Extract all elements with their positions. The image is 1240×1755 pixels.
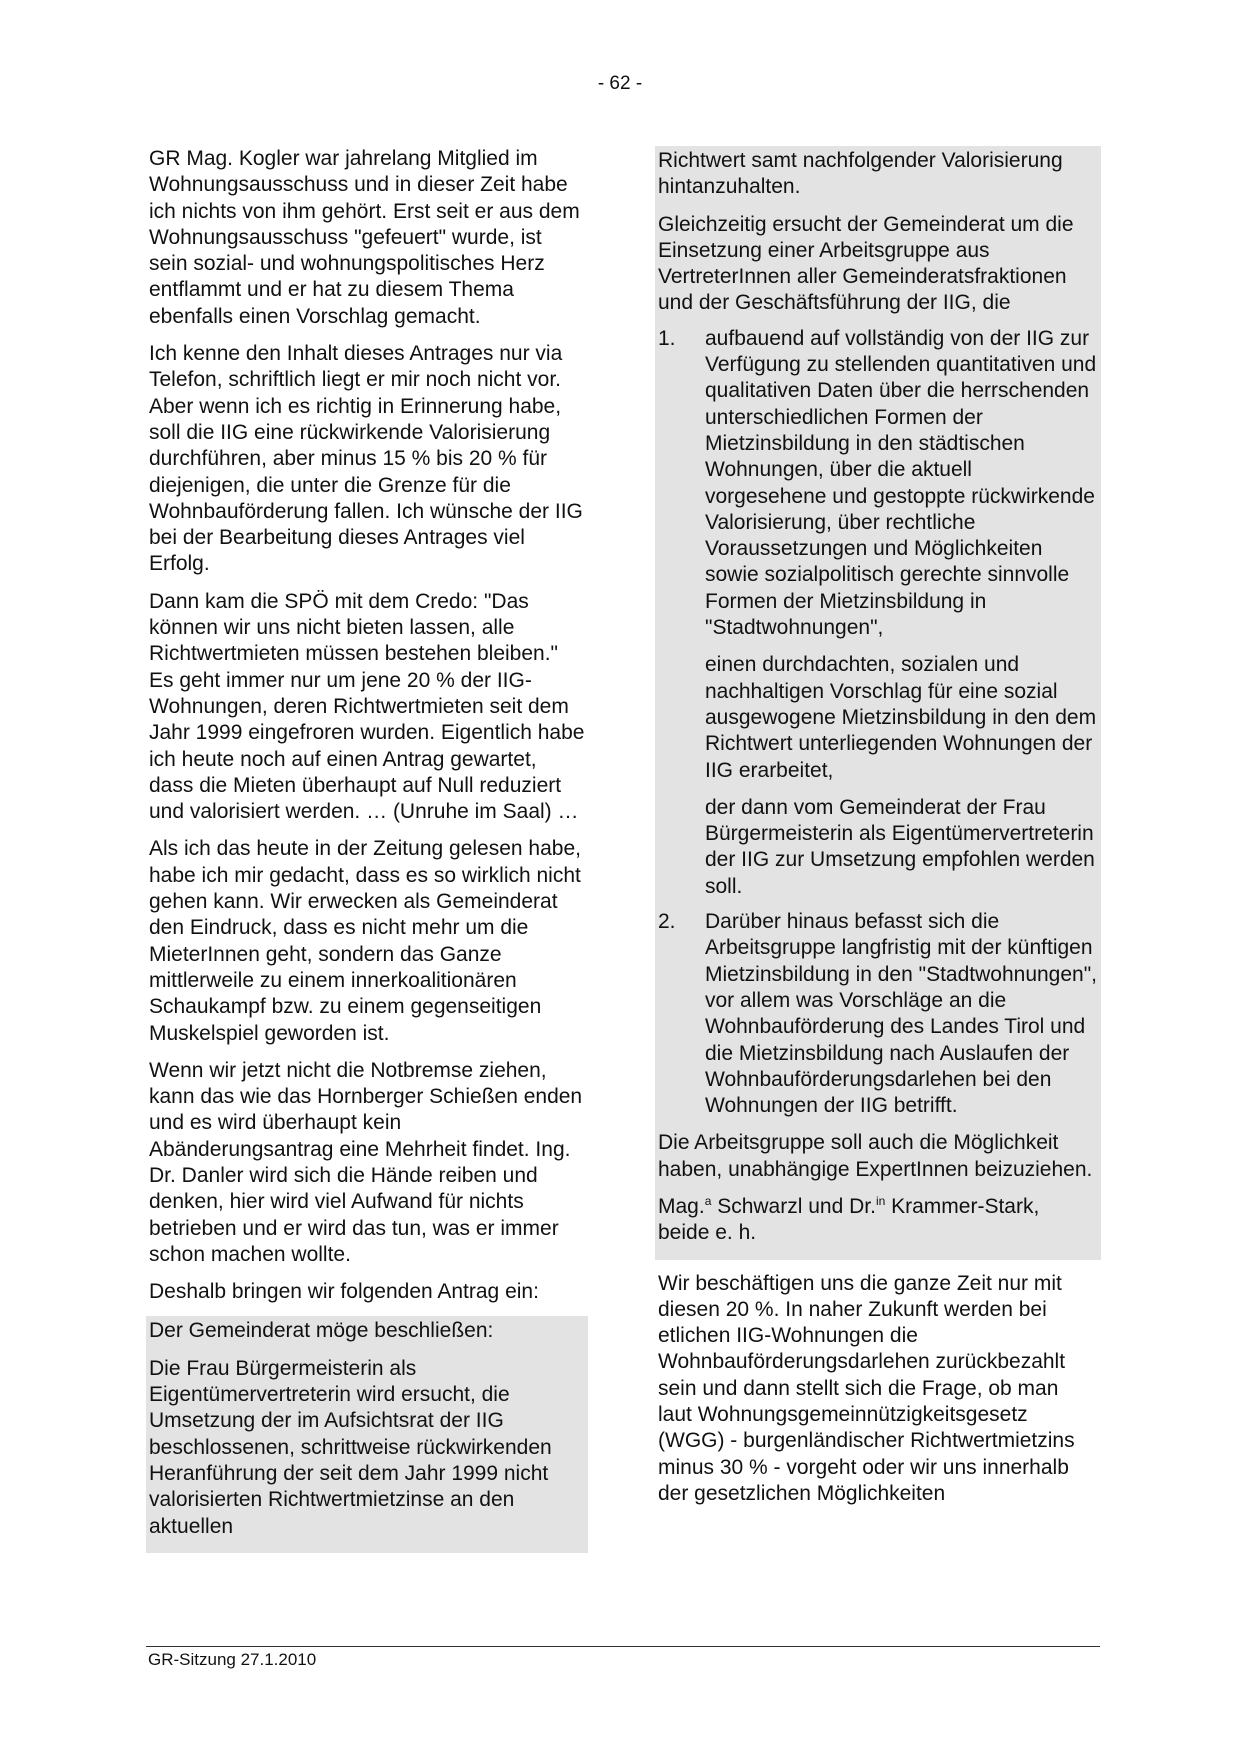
list-item-text: einen durchdachten, sozialen und nachhaltigen Vorschlag für eine sozial ausgewogene Mietzinsbildung in den dem Richtwert unterliegenden Wohnungen der IIG erarbeitet,: [705, 653, 1097, 782]
list-item: [655, 326, 1101, 909]
paragraph: Ich kenne den Inhalt dieses Antrages nur via Telefon, schriftlich liegt er mir noch nicht vor. Aber wenn ich es richtig in Erinnerung habe, soll die IIG eine rückwirkende Valorisierung durchführen, aber minus 15 % bis 20 % für diejenigen, die unter die Grenze für die Wohnbauförderung fallen. Ich wünsche der IIG bei der Bearbeitung dieses Antrages viel Erfolg.: [149, 342, 583, 576]
right-column: [655, 146, 1101, 1518]
motion-box-continued: [655, 146, 1101, 1260]
page-number: - 62 -: [597, 73, 643, 94]
paragraph: Wenn wir jetzt nicht die Notbremse ziehen, kann das wie das Hornberger Schießen enden und es wird überhaupt kein Abänderungsantrag eine Mehrheit findet. Ing. Dr. Danler wird sich die Hände reiben und denken, hier wird viel Aufwand für nichts betrieben und er wird das tun, was er immer schon machen wollte.: [149, 1058, 583, 1266]
paragraph: Als ich das heute in der Zeitung gelesen habe, habe ich mir gedacht, dass es so wirklich nicht gehen kann. Wir erwecken als Gemeinderat den Eindruck, dass es nicht mehr um die MieterInnen geht, sondern das Ganze mittlerweile zu einem innerkoalitionären Schaukampf bzw. zu einem gegenseitigen Muskelspiel geworden ist.: [149, 837, 581, 1045]
motion-intro: Der Gemeinderat möge beschließen:: [146, 1316, 588, 1353]
list-item-text: der dann vom Gemeinderat der Frau Bürgermeisterin als Eigentümervertreterin der IIG zur Umsetzung empfohlen werden soll.: [705, 795, 1095, 898]
motion-paragraph: Die Arbeitsgruppe soll auch die Möglichkeit haben, unabhängige ExpertInnen beizuziehen.: [655, 1128, 1101, 1192]
list-number: 2.: [658, 910, 676, 934]
footer-divider: [146, 1646, 1100, 1647]
motion-signature: Mag.$^a$ Schwarzl und Dr.$^{in}$ Krammer-Stark, beide e. h.: [655, 1192, 1101, 1256]
paragraph: Deshalb bringen wir folgenden Antrag ein:: [149, 1280, 539, 1304]
motion-text: Die Frau Bürgermeisterin als Eigentümervertreterin wird ersucht, die Umsetzung der im Aufsichtsrat der IIG beschlossenen, schrittweise rückwirkenden Heranführung der seit dem Jahr 1999 nicht valorisierten Richtwertmietzinse an den aktuellen: [146, 1354, 588, 1549]
paragraph: Wir beschäftigen uns die ganze Zeit nur mit diesen 20 %. In naher Zukunft werden bei etlichen IIG-Wohnungen die Wohnbauförderungsdarlehen zurückbezahlt sein und dann stellt sich die Frage, ob man laut Wohnungsgemeinnützigkeitsgesetz (WGG) - burgenländischer Richtwertmietzins minus 30 % - vorgeht oder wir uns innerhalb der gesetzlichen Möglichkeiten: [658, 1271, 1075, 1505]
motion-text-continued: Richtwert samt nachfolgender Valorisierung hintanzuhalten.: [655, 146, 1101, 210]
paragraph: GR Mag. Kogler war jahrelang Mitglied im Wohnungsausschuss und in dieser Zeit habe ich nichts von ihm gehört. Erst seit er aus dem Wohnungsausschuss "gefeuert" wurde, ist sein sozial- und wohnungspolitisches Herz entflammt und er hat zu diesem Thema ebenfalls einen Vorschlag gemacht.: [149, 147, 580, 328]
left-column: [146, 146, 588, 1553]
motion-paragraph: Gleichzeitig ersucht der Gemeinderat um die Einsetzung einer Arbeitsgruppe aus VertreterInnen aller Gemeinderatsfraktionen und der Geschäftsführung der IIG, die: [655, 210, 1101, 326]
list-item-text: aufbauend auf vollständig von der IIG zur Verfügung zu stellenden quantitativen und qualitativen Daten über die herrschenden unterschiedlichen Formen der Mietzinsbildung in den städtischen Wohnungen, über die aktuell vorgesehene und gestoppte rückwirkende Valorisierung, über rechtliche Voraussetzungen und Möglichkeiten sowie sozialpolitisch gerechte sinnvolle Formen der Mietzinsbildung in "Stadtwohnungen",: [705, 326, 1097, 640]
list-item: [655, 909, 1101, 1128]
list-number: 1.: [658, 326, 676, 350]
footer-text: GR-Sitzung 27.1.2010: [148, 1650, 317, 1669]
motion-box: [146, 1316, 588, 1552]
paragraph: Dann kam die SPÖ mit dem Credo: "Das können wir uns nicht bieten lassen, alle Richtwertmieten müssen bestehen bleiben." Es geht immer nur um jene 20 % der IIG-Wohnungen, deren Richtwertmieten seit dem Jahr 1999 eingefroren wurden. Eigentlich habe ich heute noch auf einen Antrag gewartet, dass die Mieten überhaupt auf Null reduziert und valorisiert werden. … (Unruhe im Saal) …: [149, 589, 585, 824]
list-item-text: Darüber hinaus befasst sich die Arbeitsgruppe langfristig mit der künftigen Mietzinsbildung in den "Stadtwohnungen", vor allem was Vorschläge an die Wohnbauförderung des Landes Tirol und die Mietzinsbildung nach Auslaufen der Wohnbauförderungsdarlehen bei den Wohnungen der IIG betrifft.: [705, 910, 1098, 1118]
